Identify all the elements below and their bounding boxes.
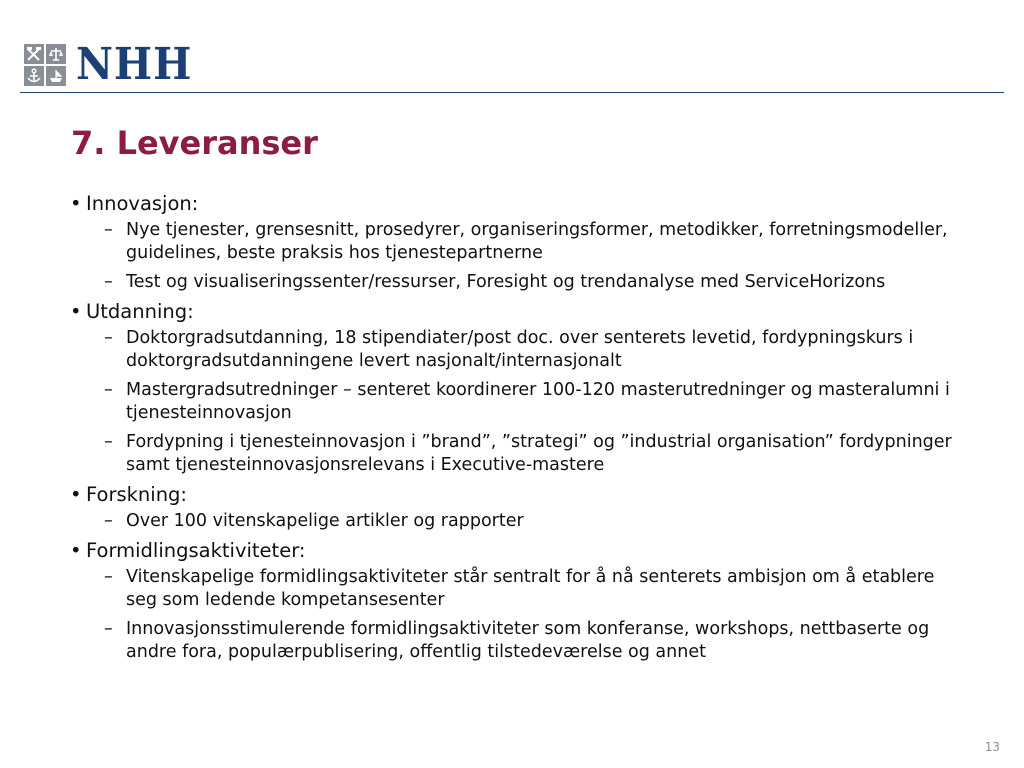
bullet-icon: • — [70, 192, 82, 215]
dash-icon: – — [104, 328, 113, 348]
sub-item-text: Innovasjonsstimulerende formidlingsaktiviteter som konferanse, workshops, nettbaserte og andre fora, populærpublisering, offentlig tilstedeværelse og annet — [126, 619, 930, 662]
sub-list — [70, 327, 970, 477]
sub-item-text: Nye tjenester, grensesnitt, prosedyrer, organiseringsformer, metodikker, forretningsmodeller, guidelines, beste praksis hos tjenestepartnerne — [126, 220, 948, 263]
sub-item-text: Vitenskapelige formidlingsaktiviteter står sentralt for å nå senterets ambisjon om å etablere seg som ledende kompetansesenter — [126, 567, 935, 610]
sub-item — [104, 271, 970, 294]
sub-item — [104, 431, 970, 477]
section-label: Forskning: — [86, 483, 188, 506]
section-label: Utdanning: — [86, 300, 194, 323]
sub-item-text: Doktorgradsutdanning, 18 stipendiater/post doc. over senterets levetid, fordypningskurs i doktorgradsutdanningene levert nasjonalt/internasjonalt — [126, 328, 914, 371]
section-label: Formidlingsaktiviteter: — [86, 539, 306, 562]
page-number: 13 — [984, 740, 1000, 754]
ship-icon — [46, 66, 66, 86]
sub-item — [104, 379, 970, 425]
sub-item — [104, 219, 970, 265]
sub-item-text: Over 100 vitenskapelige artikler og rapporter — [126, 511, 524, 531]
logo-wordmark: NHH — [76, 39, 193, 90]
scales-icon — [46, 44, 66, 64]
crest-icon — [24, 44, 66, 86]
section-innovasjon — [70, 192, 970, 294]
sub-item-text: Fordypning i tjenesteinnovasjon i ”brand”, ”strategi” og ”industrial organisation” fordypninger samt tjenesteinnovasjonsrelevans i Executive-mastere — [126, 432, 952, 475]
dash-icon: – — [104, 220, 113, 240]
section-label: Innovasjon: — [86, 192, 199, 215]
section-forskning — [70, 483, 970, 533]
dash-icon: – — [104, 432, 113, 452]
section-formidlingsaktiviteter — [70, 539, 970, 664]
sub-list — [70, 510, 970, 533]
dash-icon: – — [104, 380, 113, 400]
section-utdanning — [70, 300, 970, 477]
sub-item — [104, 566, 970, 612]
dash-icon: – — [104, 567, 113, 587]
bullet-item — [70, 539, 970, 563]
slide-content — [70, 192, 970, 670]
bullet-item — [70, 192, 970, 216]
sub-item — [104, 327, 970, 373]
dash-icon: – — [104, 272, 113, 292]
anchor-icon — [24, 66, 44, 86]
header-divider — [20, 92, 1004, 93]
bullet-item — [70, 483, 970, 507]
sub-item — [104, 510, 970, 533]
sub-item — [104, 618, 970, 664]
sub-item-text: Test og visualiseringssenter/ressurser, Foresight og trendanalyse med ServiceHorizons — [126, 272, 886, 292]
bullet-icon: • — [70, 483, 82, 506]
crossed-hammers-icon — [24, 44, 44, 64]
slide-title: 7. Leveranser — [71, 124, 318, 162]
bullet-icon: • — [70, 539, 82, 562]
bullet-icon: • — [70, 300, 82, 323]
nhh-logo — [24, 39, 202, 90]
bullet-item — [70, 300, 970, 324]
sub-list — [70, 566, 970, 664]
dash-icon: – — [104, 619, 113, 639]
dash-icon: – — [104, 511, 113, 531]
sub-list — [70, 219, 970, 294]
sub-item-text: Mastergradsutredninger – senteret koordinerer 100-120 masterutredninger og masteralumni i tjenesteinnovasjon — [126, 380, 950, 423]
